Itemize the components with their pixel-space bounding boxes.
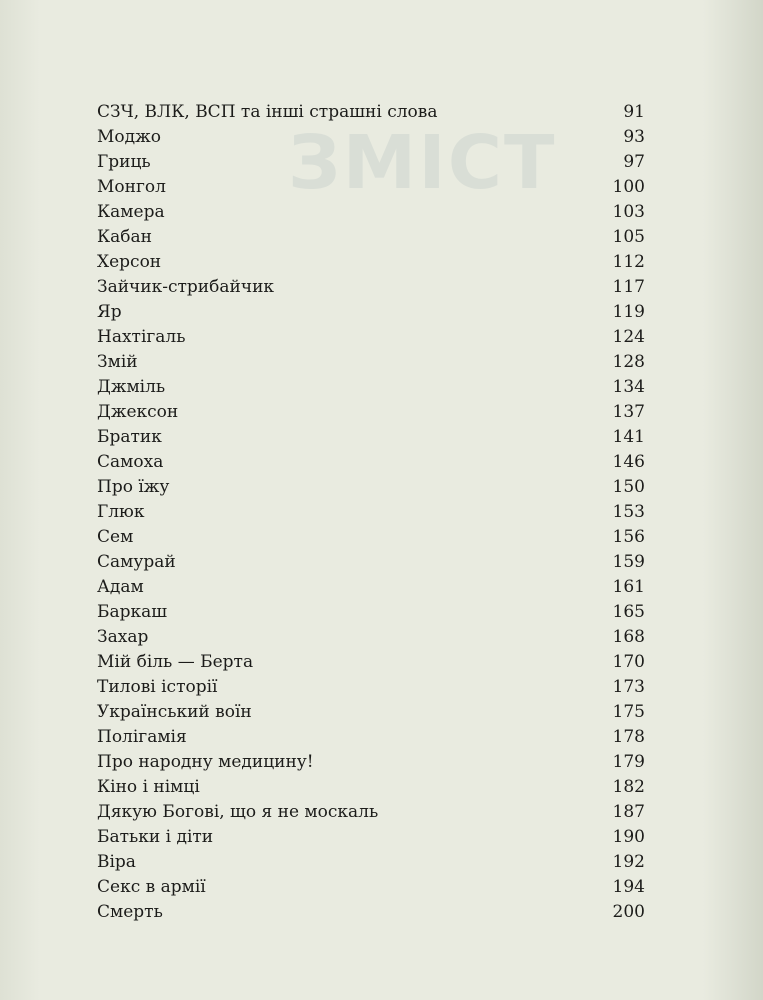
toc-entry-title: Яр (97, 302, 122, 322)
toc-entry-page-number: 124 (612, 327, 645, 347)
toc-entry-page-number: 137 (612, 402, 645, 422)
toc-entry-title: Віра (97, 852, 136, 872)
toc-entry-page-number: 100 (612, 177, 645, 197)
toc-entry-title: Смерть (97, 902, 163, 922)
toc-entry-page-number: 141 (612, 427, 645, 447)
toc-entry (97, 800, 645, 825)
toc-entry-title: Баркаш (97, 602, 168, 622)
toc-entry (97, 450, 645, 475)
toc-entry-title: Змій (97, 352, 138, 372)
toc-entry-page-number: 200 (612, 902, 645, 922)
toc-entry-page-number: 103 (612, 202, 645, 222)
toc-entry-title: Кабан (97, 227, 152, 247)
toc-entry-title: СЗЧ, ВЛК, ВСП та інші страшні слова (97, 102, 438, 122)
toc-entry-page-number: 112 (612, 252, 645, 272)
toc-entry-title: Дякую Богові, що я не москаль (97, 802, 379, 822)
toc-entry-title: Полігамія (97, 727, 187, 747)
toc-entry (97, 300, 645, 325)
toc-entry (97, 750, 645, 775)
toc-entry (97, 100, 645, 125)
toc-entry-page-number: 161 (612, 577, 645, 597)
toc-entry-page-number: 153 (612, 502, 645, 522)
toc-entry-page-number: 170 (612, 652, 645, 672)
toc-entry-page-number: 178 (612, 727, 645, 747)
toc-entry (97, 725, 645, 750)
toc-entry (97, 225, 645, 250)
toc-entry-page-number: 146 (612, 452, 645, 472)
toc-entry-title: Захар (97, 627, 149, 647)
toc-entry-page-number: 190 (612, 827, 645, 847)
toc-entry-page-number: 156 (612, 527, 645, 547)
toc-entry (97, 200, 645, 225)
toc-entry-page-number: 97 (623, 152, 645, 172)
toc-entry-page-number: 192 (612, 852, 645, 872)
toc-entry-title: Батьки і діти (97, 827, 214, 847)
toc-entry-page-number: 187 (612, 802, 645, 822)
toc-entry (97, 675, 645, 700)
toc-entry-title: Сем (97, 527, 134, 547)
bleed-through-heading: ЗМІСТ (288, 120, 557, 206)
toc-entry (97, 500, 645, 525)
toc-entry-title: Херсон (97, 252, 162, 272)
toc-entry-title: Адам (97, 577, 144, 597)
toc-entry-title: Джміль (97, 377, 166, 397)
toc-entry-page-number: 175 (612, 702, 645, 722)
toc-entry-page-number: 117 (612, 277, 645, 297)
toc-entry (97, 525, 645, 550)
toc-entry (97, 875, 645, 900)
toc-entry (97, 175, 645, 200)
toc-entry-title: Тилові історії (97, 677, 218, 697)
toc-entry (97, 400, 645, 425)
toc-entry (97, 825, 645, 850)
toc-entry-title: Моджо (97, 127, 161, 147)
toc-entry-title: Нахтігаль (97, 327, 186, 347)
toc-entry-title: Братик (97, 427, 162, 447)
toc-entry (97, 700, 645, 725)
toc-entry (97, 125, 645, 150)
toc-entry (97, 150, 645, 175)
toc-entry-page-number: 119 (612, 302, 645, 322)
toc-entry (97, 375, 645, 400)
toc-entry (97, 850, 645, 875)
toc-entry-page-number: 165 (612, 602, 645, 622)
toc-entry-title: Монгол (97, 177, 166, 197)
toc-entry (97, 650, 645, 675)
toc-entry (97, 575, 645, 600)
toc-entry (97, 600, 645, 625)
toc-entry-page-number: 93 (623, 127, 645, 147)
toc-entry-title: Секс в армії (97, 877, 206, 897)
toc-entry-title: Глюк (97, 502, 145, 522)
toc-entry (97, 775, 645, 800)
table-of-contents (97, 100, 645, 925)
toc-entry-title: Самурай (97, 552, 176, 572)
toc-entry-page-number: 134 (612, 377, 645, 397)
toc-entry-page-number: 173 (612, 677, 645, 697)
toc-entry-page-number: 91 (623, 102, 645, 122)
toc-entry (97, 425, 645, 450)
toc-entry-title: Джексон (97, 402, 179, 422)
toc-entry (97, 625, 645, 650)
toc-entry-title: Кіно і німці (97, 777, 200, 797)
toc-entry-page-number: 150 (612, 477, 645, 497)
toc-entry (97, 325, 645, 350)
toc-entry-title: Про їжу (97, 477, 170, 497)
toc-entry (97, 350, 645, 375)
toc-entry-page-number: 159 (612, 552, 645, 572)
toc-entry (97, 475, 645, 500)
toc-entry-page-number: 168 (612, 627, 645, 647)
toc-entry-title: Гриць (97, 152, 151, 172)
toc-entry-title: Камера (97, 202, 165, 222)
toc-entry-title: Про народну медицину! (97, 752, 314, 772)
toc-entry-page-number: 179 (612, 752, 645, 772)
toc-entry (97, 250, 645, 275)
toc-entry-page-number: 128 (612, 352, 645, 372)
toc-entry (97, 550, 645, 575)
toc-entry-title: Самоха (97, 452, 164, 472)
toc-entry-page-number: 105 (612, 227, 645, 247)
toc-entry-title: Мій біль — Берта (97, 652, 254, 672)
toc-entry (97, 900, 645, 925)
toc-entry-title: Український воїн (97, 702, 252, 722)
toc-entry-page-number: 182 (612, 777, 645, 797)
toc-entry-title: Зайчик-стрибайчик (97, 277, 275, 297)
toc-entry-page-number: 194 (612, 877, 645, 897)
toc-entry (97, 275, 645, 300)
